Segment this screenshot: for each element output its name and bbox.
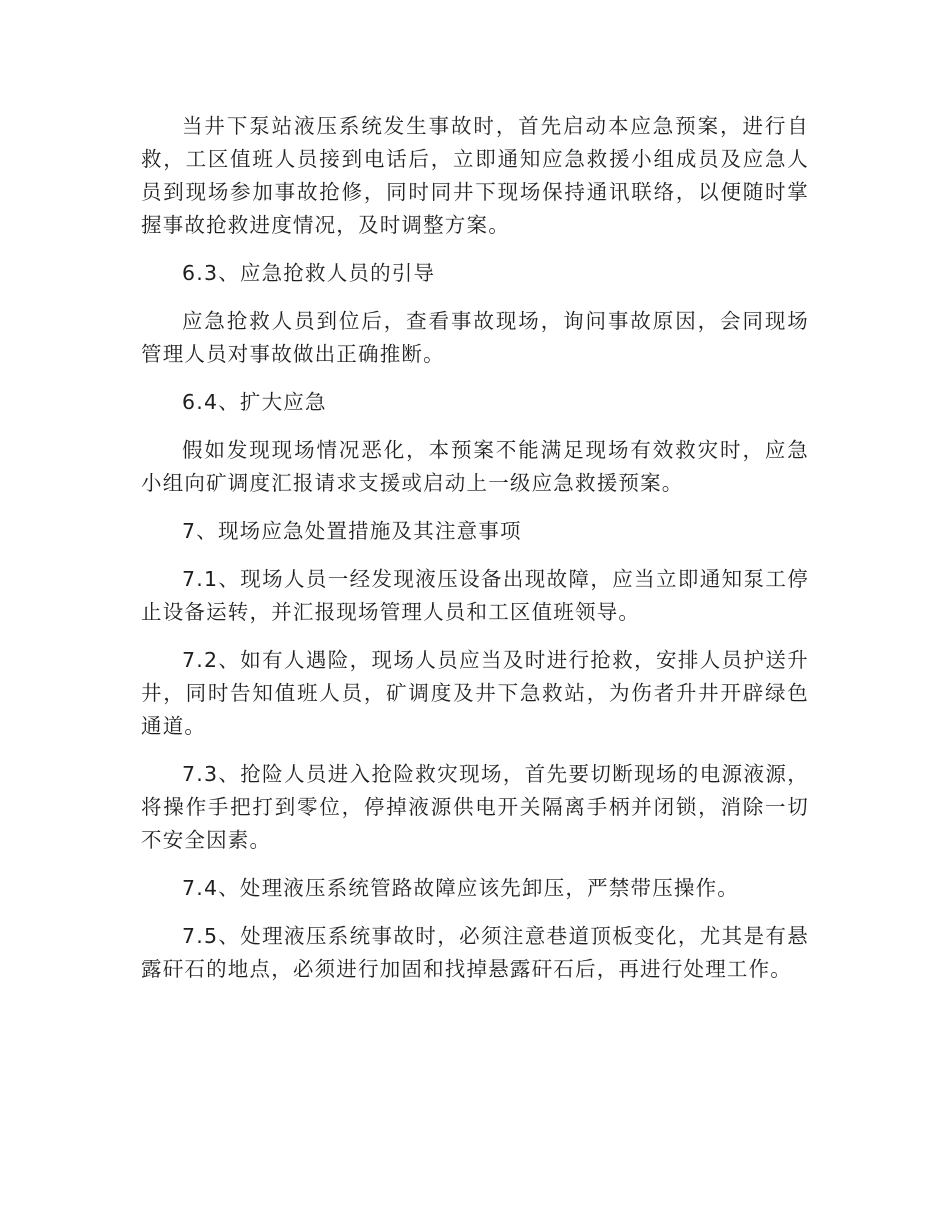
paragraph-6-4: 假如发现现场情况恶化，本预案不能满足现场有效救灾时，应急小组向矿调度汇报请求支援或启动上一级应急救援预案。	[141, 438, 809, 495]
heading-6-4: 6.4、扩大应急	[182, 390, 327, 414]
paragraph-emergency-start: 当井下泵站液压系统发生事故时，首先启动本应急预案，进行自救，工区值班人员接到电话后，立即通知应急救援小组成员及应急人员到现场参加事故抢修，同时同井下现场保持通讯联络，以便随时掌握事故抢救进度情况，及时调整方案。	[141, 114, 809, 237]
paragraph-7-2: 7.2、如有人遇险，现场人员应当及时进行抢救，安排人员护送升井，同时告知值班人员，矿调度及井下急救站，为伤者升井开辟绿色通道。	[141, 648, 809, 738]
paragraph-7-1: 7.1、现场人员一经发现液压设备出现故障，应当立即通知泵工停止设备运转，并汇报现场管理人员和工区值班领导。	[141, 567, 809, 624]
paragraph-7-4: 7.4、处理液压系统管路故障应该先卸压，严禁带压操作。	[182, 876, 740, 900]
paragraph-7-5: 7.5、处理液压系统事故时，必须注意巷道顶板变化，尤其是有悬露矸石的地点，必须进行加固和找掉悬露矸石后，再进行处理工作。	[141, 924, 809, 981]
heading-6-3: 6.3、应急抢救人员的引导	[182, 261, 436, 285]
paragraph-7-3: 7.3、抢险人员进入抢险救灾现场，首先要切断现场的电源液源，将操作手把打到零位，停掉液源供电开关隔离手柄并闭锁，消除一切不安全因素。	[141, 762, 809, 852]
document-body	[141, 110, 809, 1001]
heading-7: 7、现场应急处置措施及其注意事项	[182, 519, 522, 543]
paragraph-6-3: 应急抢救人员到位后，查看事故现场，询问事故原因，会同现场管理人员对事故做出正确推断。	[141, 309, 809, 366]
